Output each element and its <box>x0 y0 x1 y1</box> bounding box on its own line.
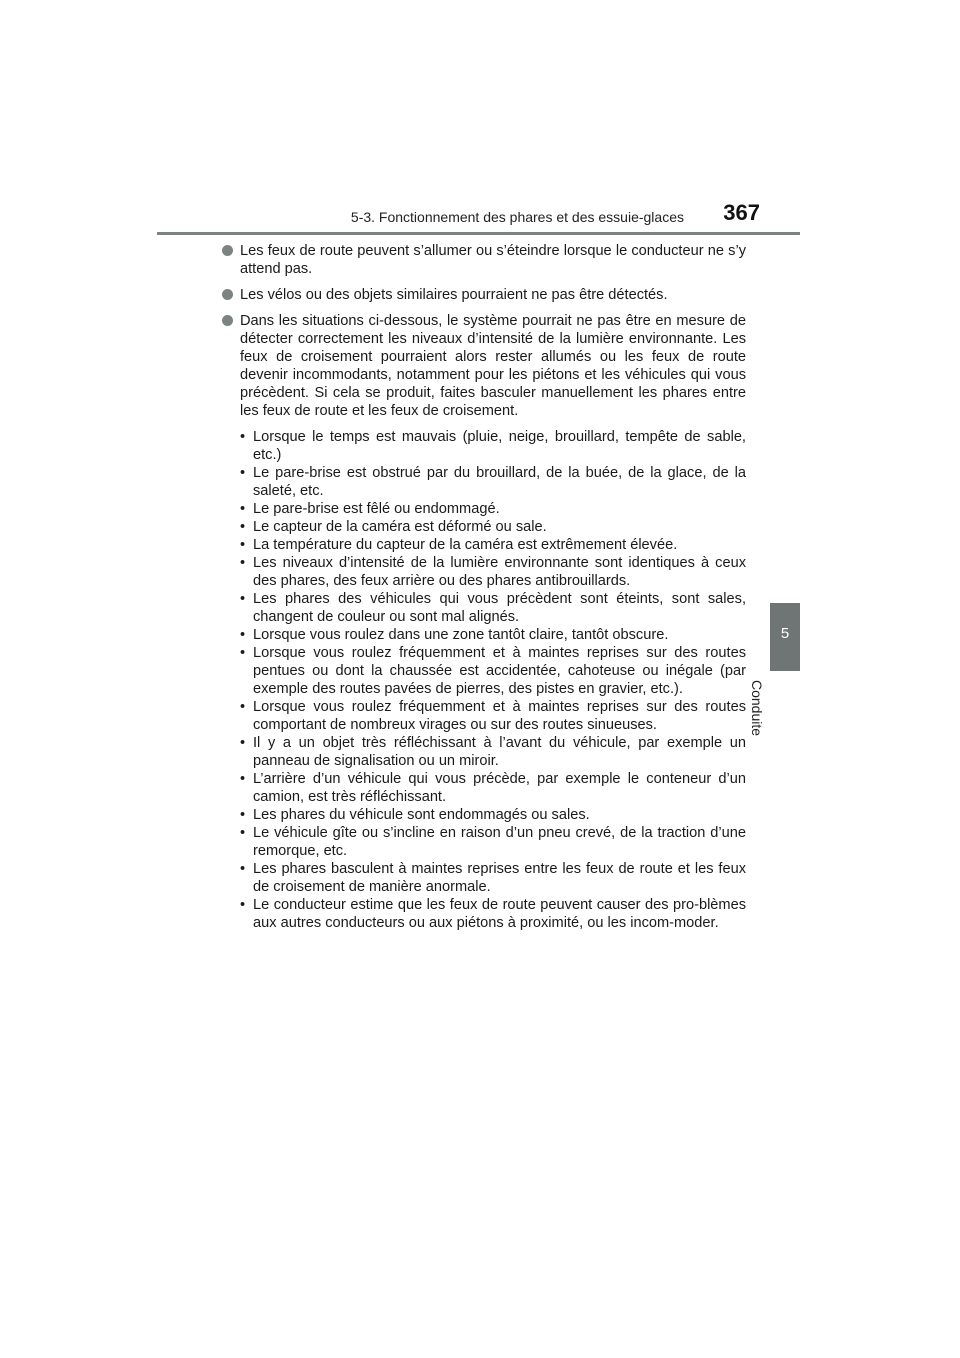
chapter-label-text: Conduite <box>748 680 765 737</box>
list-item <box>240 518 746 536</box>
list-item <box>240 644 746 698</box>
list-bullet: • <box>240 699 246 715</box>
list-bullet: • <box>240 897 246 913</box>
list-bullet: • <box>240 771 246 787</box>
list-item-text: Les phares des véhicules qui vous précèdent sont éteints, sont sales, changent de couleur ou sont mal alignés. <box>253 591 746 625</box>
list-item <box>240 896 746 932</box>
chapter-label <box>748 680 800 760</box>
list-item-text: Il y a un objet très réfléchissant à l’avant du véhicule, par exemple un panneau de signalisation ou un miroir. <box>253 735 746 769</box>
list-item <box>240 698 746 734</box>
header-divider <box>157 232 800 235</box>
bullet-text: Les feux de route peuvent s’allumer ou s’éteindre lorsque le conducteur ne s’y attend pas. <box>240 243 746 277</box>
list-item <box>240 806 746 824</box>
bullet-dot-icon <box>222 245 233 256</box>
list-item <box>240 860 746 896</box>
list-bullet: • <box>240 465 246 481</box>
list-item <box>240 770 746 806</box>
list-bullet: • <box>240 645 246 661</box>
list-item <box>240 464 746 500</box>
list-item-text: Lorsque vous roulez fréquemment et à maintes reprises sur des routes pentues ou dont la chaussée est accidentée, cahoteuse ou inégale (par exemple des routes pavées de pierres, des pistes en gravier, etc.). <box>253 645 746 697</box>
bullet-text: Dans les situations ci-dessous, le système pourrait ne pas être en mesure de détecter correctement les niveaux d’intensité de la lumière environnante. Les feux de croisement pourraient alors rester allumés ou les feux de route devenir incommodants, notamment pour les piétons et les véhicules qui vous précèdent. Si cela se produit, faites basculer manuellement les phares entre les feux de route et les feux de croisement. <box>240 313 746 419</box>
bullet-dot-icon <box>222 315 233 326</box>
chapter-tab <box>770 603 800 671</box>
bullet-paragraph <box>222 312 746 420</box>
bullet-dot-icon <box>222 289 233 300</box>
list-item <box>240 824 746 860</box>
list-item-text: Lorsque le temps est mauvais (pluie, neige, brouillard, tempête de sable, etc.) <box>253 429 746 463</box>
list-item-text: Le véhicule gîte ou s’incline en raison d’un pneu crevé, de la traction d’une remorque, etc. <box>253 825 746 859</box>
list-item <box>240 500 746 518</box>
list-item-text: Les niveaux d’intensité de la lumière environnante sont identiques à ceux des phares, des feux arrière ou des phares antibrouillards. <box>253 555 746 589</box>
list-item <box>240 590 746 626</box>
page-number: 367 <box>723 200 760 225</box>
list-item <box>240 536 746 554</box>
list-bullet: • <box>240 735 246 751</box>
list-item-text: Le pare-brise est obstrué par du brouillard, de la buée, de la glace, de la saleté, etc. <box>253 465 746 499</box>
bullet-paragraph <box>222 242 746 278</box>
list-bullet: • <box>240 537 246 553</box>
list-bullet: • <box>240 501 246 517</box>
page-content <box>222 242 746 932</box>
list-item-text: Lorsque vous roulez fréquemment et à maintes reprises sur des routes comportant de nombreux virages ou sur des routes sinueuses. <box>253 699 746 733</box>
bullet-paragraph <box>222 286 746 304</box>
list-bullet: • <box>240 591 246 607</box>
list-item-text: Le conducteur estime que les feux de route peuvent causer des pro-blèmes aux autres conducteurs ou aux piétons à proximité, ou les incom-moder. <box>253 897 746 931</box>
section-title-text: 5-3. Fonctionnement des phares et des essuie-glaces <box>350 209 684 225</box>
list-bullet: • <box>240 807 246 823</box>
list-bullet: • <box>240 555 246 571</box>
list-bullet: • <box>240 429 246 445</box>
list-item <box>240 734 746 770</box>
list-bullet: • <box>240 519 246 535</box>
list-item-text: La température du capteur de la caméra est extrêmement élevée. <box>253 537 678 553</box>
bullet-text: Les vélos ou des objets similaires pourraient ne pas être détectés. <box>240 287 668 303</box>
situations-list <box>240 428 746 932</box>
list-bullet: • <box>240 825 246 841</box>
list-item-text: Lorsque vous roulez dans une zone tantôt claire, tantôt obscure. <box>253 627 669 643</box>
list-item-text: Les phares basculent à maintes reprises entre les feux de route et les feux de croisement de manière anormale. <box>253 861 746 895</box>
list-item-text: Le capteur de la caméra est déformé ou sale. <box>253 519 547 535</box>
list-item-text: Le pare-brise est fêlé ou endommagé. <box>253 501 500 517</box>
list-bullet: • <box>240 861 246 877</box>
list-item-text: L’arrière d’un véhicule qui vous précède, par exemple le conteneur d’un camion, est très réfléchissant. <box>253 771 746 805</box>
list-item-text: Les phares du véhicule sont endommagés ou sales. <box>253 807 590 823</box>
chapter-number: 5 <box>780 625 790 642</box>
list-item <box>240 554 746 590</box>
list-item <box>240 428 746 464</box>
list-item <box>240 626 746 644</box>
list-bullet: • <box>240 627 246 643</box>
